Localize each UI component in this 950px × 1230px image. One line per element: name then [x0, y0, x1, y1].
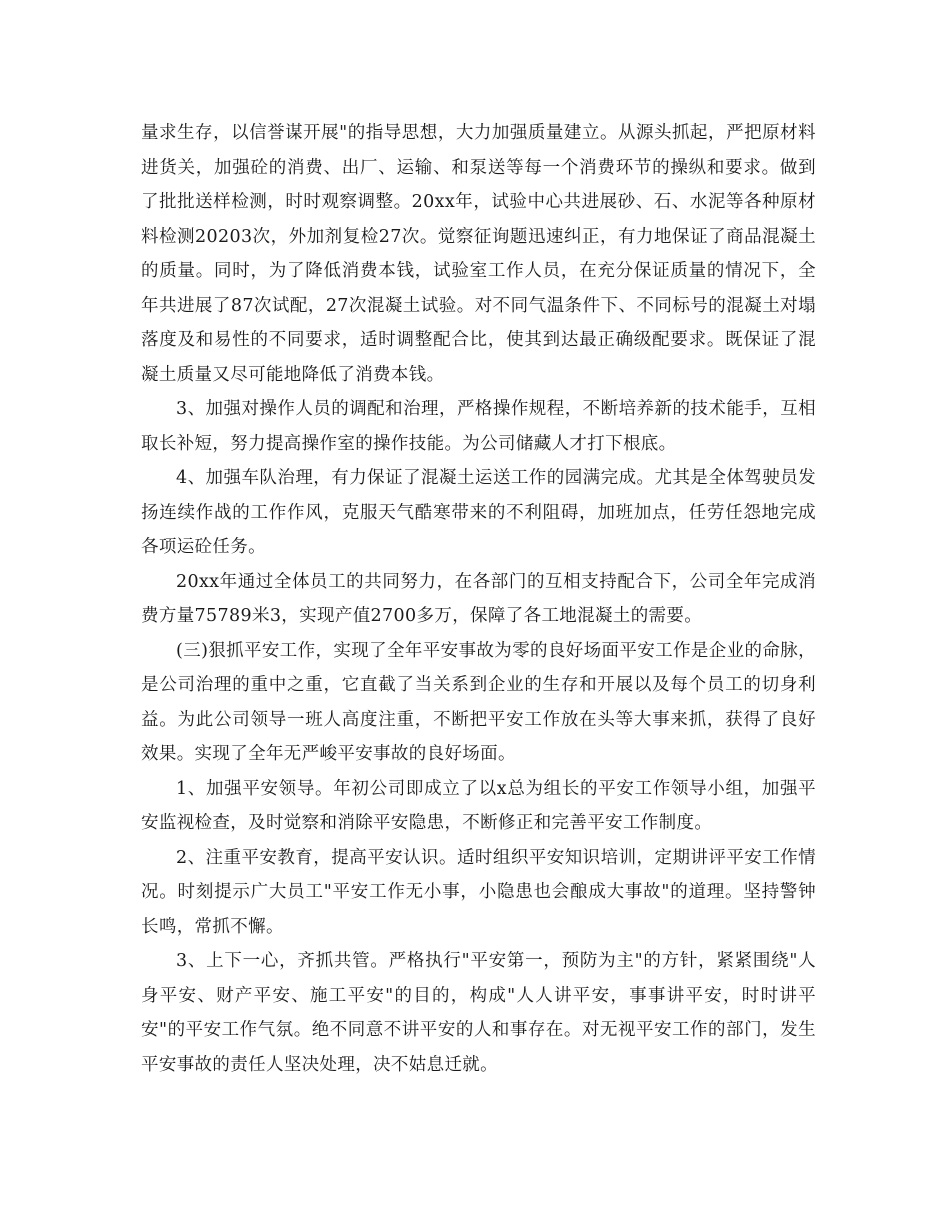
paragraph-4: 20xx年通过全体员工的共同努力，在各部门的互相支持配合下，公司全年完成消费方量75789米3，实现产值2700多万，保障了各工地混凝土的需要。	[141, 571, 816, 626]
paragraph-3: 4、加强车队治理，有力保证了混凝土运送工作的园满完成。尤其是全体驾驶员发扬连续作战的工作作风，克服天气酷寒带来的不利阻碍，加班加点，任劳任怨地完成各项运砼任务。	[141, 468, 816, 557]
paragraph-6: 1、加强平安领导。年初公司即成立了以x总为组长的平安工作领导小组，加强平安监视检查，及时觉察和消除平安隐患，不断修正和完善平安工作制度。	[141, 778, 816, 833]
paragraph-1: 量求生存，以信誉谋开展"的指导思想，大力加强质量建立。从源头抓起，严把原材料进货关，加强砼的消费、出厂、运输、和泵送等每一个消费环节的操纵和要求。做到了批批送样检测，时时观察调整。20xx年，试验中心共进展砂、石、水泥等各种原材料检测20203次，外加剂复检27次。觉察征询题迅速纠正，有力地保证了商品混凝土的质量。同时，为了降低消费本钱，试验室工作人员，在充分保证质量的情况下，全年共进展了87次试配，27次混凝土试验。对不同气温条件下、不同标号的混凝土对塌落度及和易性的不同要求，适时调整配合比，使其到达最正确级配要求。既保证了混凝土质量又尽可能地降低了消费本钱。	[141, 123, 816, 385]
paragraph-5: (三)狠抓平安工作，实现了全年平安事故为零的良好场面平安工作是企业的命脉，是公司治理的重中之重，它直截了当关系到企业的生存和开展以及每个员工的切身利益。为此公司领导一班人高度注重，不断把平安工作放在头等大事来抓，获得了良好效果。实现了全年无严峻平安事故的良好场面。	[141, 640, 816, 764]
paragraph-7: 2、注重平安教育，提高平安认识。适时组织平安知识培训，定期讲评平安工作情况。时刻提示广大员工"平安工作无小事，小隐患也会酿成大事故"的道理。坚持警钟长鸣，常抓不懈。	[141, 847, 816, 937]
document-body	[141, 116, 816, 1082]
paragraph-2: 3、加强对操作人员的调配和治理，严格操作规程，不断培养新的技术能手，互相取长补短，努力提高操作室的操作技能。为公司储藏人才打下根底。	[141, 399, 816, 454]
paragraph-8: 3、上下一心，齐抓共管。严格执行"平安第一，预防为主"的方针，紧紧围绕"人身平安、财产平安、施工平安"的目的，构成"人人讲平安，事事讲平安，时时讲平安"的平安工作气氛。绝不同意不讲平安的人和事存在。对无视平安工作的部门，发生平安事故的责任人坚决处理，决不姑息迁就。	[141, 951, 816, 1075]
